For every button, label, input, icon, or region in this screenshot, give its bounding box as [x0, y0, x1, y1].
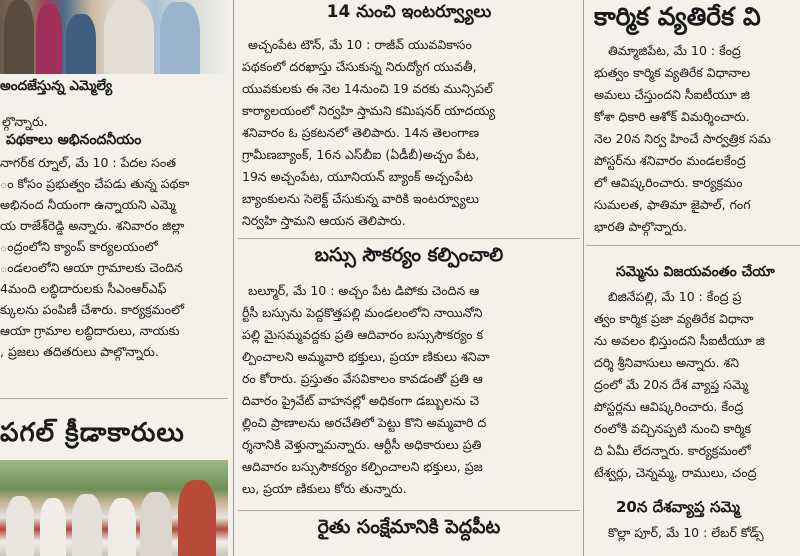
- divider: [238, 238, 580, 239]
- article-line: రంలోకి వచ్చినప్పటి నుంచి కార్మిక: [594, 421, 751, 436]
- article-line: అచ్చంపేట టౌన్, మే 10 : రాజీవ్ యువవికాసం: [248, 37, 472, 52]
- left-article-line: ం కోసం ప్రభుత్వం చేపడు తున్న పథకా: [0, 176, 190, 191]
- article-line: దర్శి శ్రీనివాసులు అన్నారు. శని: [594, 355, 740, 370]
- article-line: పల్లి మైసమ్మవద్దకు ప్రతి ఆదివారం బస్సుసౌకర్యం క: [242, 327, 484, 342]
- left-article-line: ఆయా గ్రామాల లబ్ధిదారులు, నాయకు: [0, 323, 180, 338]
- photo-figure: [108, 498, 136, 556]
- article-line: 19న అచ్చంపేట, యూనియన్ బ్యాంక్ అచ్చంపేట: [242, 169, 474, 184]
- article-line: బిజినేపల్లి, మే 10 : కేంద్ర ప్ర: [608, 289, 742, 304]
- left-article-line: నాగర్‌క ర్నూల్, మే 10 : పేదల సంత: [0, 155, 176, 170]
- photo-figure: [4, 0, 34, 74]
- column-rule: [233, 0, 234, 556]
- article-line: రం కోరారు. ప్రస్తుతం వేసవికాలం కావడంతో ప్రతి ఆ: [242, 371, 483, 386]
- article-line: ది ఏమీ లేదన్నారు. కార్యక్రమంలో: [594, 443, 751, 458]
- right-column: [586, 0, 800, 556]
- photo-figure: [40, 498, 66, 556]
- left-article-line: అభినంద నీయంగా ఉన్నాయని ఎమ్మె: [0, 197, 176, 212]
- subheadline-strike-success: సమ్మెను విజయవంతం చేయా: [616, 264, 775, 280]
- article-line: టేశ్వర్లు, చెన్నమ్మ, రాములు, చంద్ర: [594, 465, 757, 480]
- photo-figure: [6, 496, 34, 556]
- article-line: శనివారం ఓ ప్రకటనలో తెలిపారు. 14న తెలంగాణ: [242, 125, 480, 140]
- left-article-line: క్కులను పంపిణీ చేశారు. కార్యక్రమంలో: [0, 302, 184, 317]
- divider: [238, 510, 580, 511]
- divider: [0, 398, 228, 399]
- headline-farmer-welfare: రైతు సంక్షేమానికి పెద్దపీట: [317, 516, 501, 538]
- divider: [586, 245, 800, 246]
- article-line: అమలు చేస్తుందని సీఐటీయూ జి: [594, 87, 750, 102]
- article-line: లు, ప్రయా ణికులు కోరు తున్నారు.: [242, 481, 407, 496]
- article-line: భుత్వం కార్మిక వ్యతిరేక విధానాల: [594, 65, 751, 80]
- left-big-headline: పగల్ క్రీడాకారులు: [0, 418, 185, 448]
- left-text-line: ల్గొన్నారు.: [2, 114, 48, 129]
- headline-anti-labour: కార్మిక వ్యతిరేక వి: [594, 2, 761, 31]
- subheadline-nationwide-strike: 20న దేశవ్యాప్త సమ్మె: [616, 498, 740, 516]
- article-line: ను అవలం భిస్తుందని సీఐటీయూ జి: [594, 333, 765, 348]
- article-line: పథకంలో దరఖాస్తు చేసుకున్న నిరుద్యోగ యువతీ,: [242, 59, 477, 74]
- left-article-line: య రాజేశ్‌రెడ్డి అన్నారు. శనివారం జిల్లా: [0, 218, 185, 233]
- left-article-line: 4మంది లబ్ధిదారులకు సీఎంఆర్‌ఎఫ్: [0, 281, 167, 296]
- top-photo: [0, 0, 228, 74]
- article-line: ర్శనానికి వెళ్తున్నామన్నారు. ఆర్టీసీ అధికారులు ప్రతి: [242, 437, 482, 452]
- photo-figure: [72, 494, 102, 556]
- article-line: ర్టీసీ బస్సును పెద్దకొత్తపల్లి మండలంలోని నాయినోని: [242, 305, 483, 320]
- left-article-line: ండలంలోని ఆయా గ్రామాలకు చెందిన: [0, 260, 183, 275]
- article-line: ల్పించాలని అమ్మవారి భక్తులు, ప్రయా ణికులు శనివా: [242, 349, 490, 364]
- photo-figure: [160, 2, 200, 74]
- article-line: తిమ్మాజిపేట, మే 10 : కేంద్ర: [608, 43, 741, 58]
- article-line: నెల 20న నిర్వ హించే సార్వత్రిక సమ: [594, 131, 772, 146]
- article-line: పోస్టర్‌ను శనివారం మండలకేంద్ర: [594, 153, 746, 168]
- article-line: ద్రంలో మే 20న దేశ వ్యాప్త సమ్మె: [594, 377, 749, 392]
- middle-column: [238, 0, 580, 556]
- photo-figure: [36, 4, 62, 74]
- article-line: లో ఆవిష్కరించారు. కార్యక్రమం: [594, 175, 743, 190]
- headline-interviews: 14 నుంచి ఇంటర్వ్యూలు: [326, 2, 492, 22]
- photo-figure: [178, 480, 216, 556]
- article-line: బ్యాంకులను సెలెక్ట్ చేసుకున్న వారికి ఇంటర్వ్యూలు: [242, 191, 479, 206]
- photo-caption: అందజేస్తున్న ఎమ్మెల్యే: [0, 78, 113, 94]
- article-line: భారతి పాల్గొన్నారు.: [594, 219, 688, 234]
- article-line: పోస్టర్లను ఆవిష్కరించారు. కేంద్ర: [594, 399, 744, 414]
- article-line: ల్లించి ప్రాణాలను అరచేతిలో పెట్టు కొని అమ్మవారి ద: [242, 415, 487, 430]
- article-line: ఆదివారం బస్సుసౌకర్యం కల్పించాలని భక్తులు, ప్రజ: [242, 459, 483, 474]
- column-rule: [583, 0, 584, 556]
- headline-bus-facility: బస్సు సౌకర్యం కల్పించాలి: [314, 244, 504, 266]
- left-article-line: ంద్రంలోని క్యాంప్ కార్యలయంలో: [0, 239, 158, 254]
- article-line: త్వం కార్మిక ప్రజా వ్యతిరేక విధానా: [594, 311, 754, 326]
- article-line: కొల్లా పూర్, మే 10 : లేబర్ కోడ్స్: [608, 525, 764, 540]
- bottom-photo: [0, 460, 228, 556]
- article-line: దివారం ప్రైవేట్ వాహనల్లో అధికంగా డబ్బులను చె: [242, 393, 480, 408]
- photo-figure: [66, 14, 96, 74]
- article-line: నిర్వహి స్తామని ఆయన తెలిపారు.: [242, 213, 406, 228]
- article-line: కార్యాలయంలో నిర్వహి స్తామని కమిషనర్ యాదయ్య: [242, 103, 496, 118]
- left-column: [0, 0, 232, 556]
- photo-figure: [140, 492, 172, 556]
- article-line: సుమలత, ఫాతిమా జైపాల్, గంగ: [594, 197, 751, 212]
- article-line: యువకులకు ఈ నెల 14నుంచి 19 వరకు మున్సిపల్: [242, 81, 493, 96]
- left-subheadline: పథకాలు అభినందనీయం: [6, 132, 142, 148]
- article-line: గ్రామీణబ్యాంక్, 16న ఎస్‌బీఐ (ఏడీబీ)అచ్చం పేట,: [242, 147, 480, 162]
- article-line: కోశా ధికారి ఆశోక్ విమర్శించారు.: [594, 109, 750, 124]
- left-article-line: , ప్రజలు తదితరులు పాల్గొన్నారు.: [0, 344, 159, 359]
- article-line: బల్మూర్, మే 10 : అచ్చం పేట డిపోకు చెందిన ఆ: [248, 283, 480, 298]
- photo-figure: [104, 0, 154, 74]
